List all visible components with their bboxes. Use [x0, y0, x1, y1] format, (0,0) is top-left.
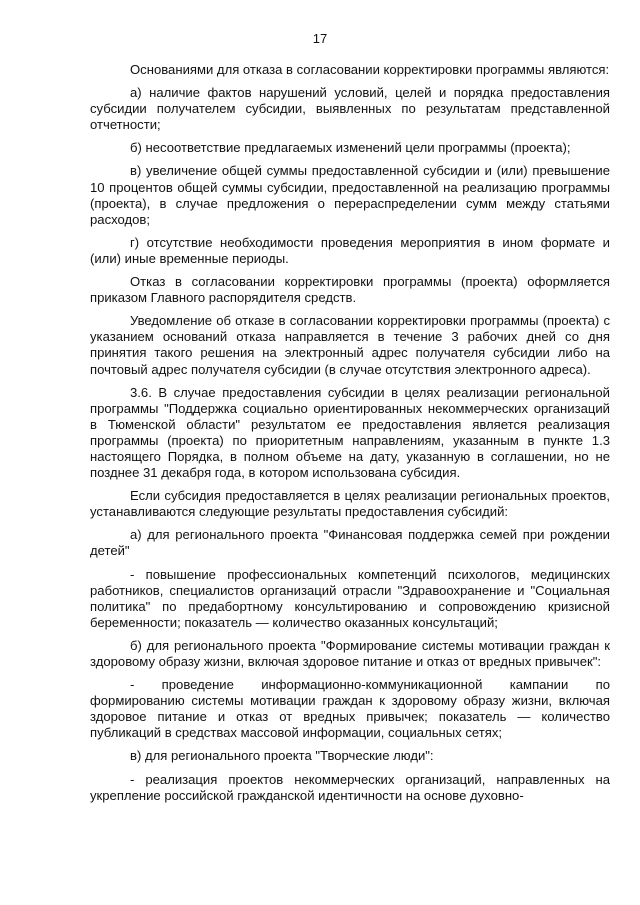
paragraph-project-a: а) для регионального проекта "Финансовая поддержка семей при рождении детей" — [90, 527, 610, 559]
paragraph-project-a-result: - повышение профессиональных компетенций психологов, медицинских работников, специалистов организаций отрасли "Здравоохранение и "Социальная политика" по предабортному консультированию и сопровождению кризисной беременности; показатель — количество оказанных консультаций; — [90, 566, 610, 630]
paragraph-refusal-order: Отказ в согласовании корректировки программы (проекта) оформляется приказом Главного распорядителя средств. — [90, 274, 610, 306]
paragraph-project-v-result: - реализация проектов некоммерческих организаций, направленных на укрепление российской гражданской идентичности на основе духовно- — [90, 771, 610, 803]
paragraph-item-b-mismatch: б) несоответствие предлагаемых изменений цели программы (проекта); — [130, 140, 571, 156]
paragraph-regional-projects-intro: Если субсидия предоставляется в целях реализации региональных проектов, устанавливаются следующие результаты предоставления субсидий: — [90, 488, 610, 520]
paragraph-section-3-6: 3.6. В случае предоставления субсидии в целях реализации региональной программы "Поддержка социально ориентированных некоммерческих организаций в Тюменской области" результатом ее предоставления является реализация программы (проекта) по приоритетным направлениям, указанным в пункте 1.3 настоящего Порядка, в полном объеме на дату, указанную в соглашении, но не позднее 31 декабря года, в котором использована субсидия. — [90, 384, 610, 481]
paragraph-project-v: в) для регионального проекта "Творческие люди": — [130, 748, 434, 764]
paragraph-refusal-grounds-intro: Основаниями для отказа в согласовании корректировки программы являются: — [130, 62, 610, 77]
document-body — [90, 62, 610, 804]
paragraph-item-v-increase: в) увеличение общей суммы предоставленной субсидии и (или) превышение 10 процентов общей суммы субсидии, предоставленной на реализацию программы (проекта), в случае предложения о перераспределении сумм между статьями расходов; — [90, 163, 610, 227]
paragraph-item-g-no-need: г) отсутствие необходимости проведения мероприятия в ином формате и (или) иные временные периоды. — [90, 234, 610, 266]
paragraph-project-b: б) для регионального проекта "Формирование системы мотивации граждан к здоровому образу жизни, включая здоровое питание и отказ от вредных привычек": — [90, 637, 610, 669]
page-number: 17 — [312, 31, 328, 46]
paragraph-item-a-violations: а) наличие фактов нарушений условий, целей и порядка предоставления субсидии получателем субсидии, выявленных по результатам представленной отчетности; — [90, 85, 610, 133]
paragraph-project-b-result: - проведение информационно-коммуникационной кампании по формированию системы мотивации граждан к здоровому образу жизни, включая здоровое питание и отказ от вредных привычек; показатель — количество публикаций в средствах массовой информации, социальных сетях; — [90, 677, 610, 741]
paragraph-refusal-notice: Уведомление об отказе в согласовании корректировки программы (проекта) с указанием оснований отказа направляется в течение 3 рабочих дней со дня принятия такого решения на электронный адрес получателя субсидии либо на почтовый адрес получателя субсидии (в случае отсутствия электронного адреса). — [90, 313, 610, 377]
